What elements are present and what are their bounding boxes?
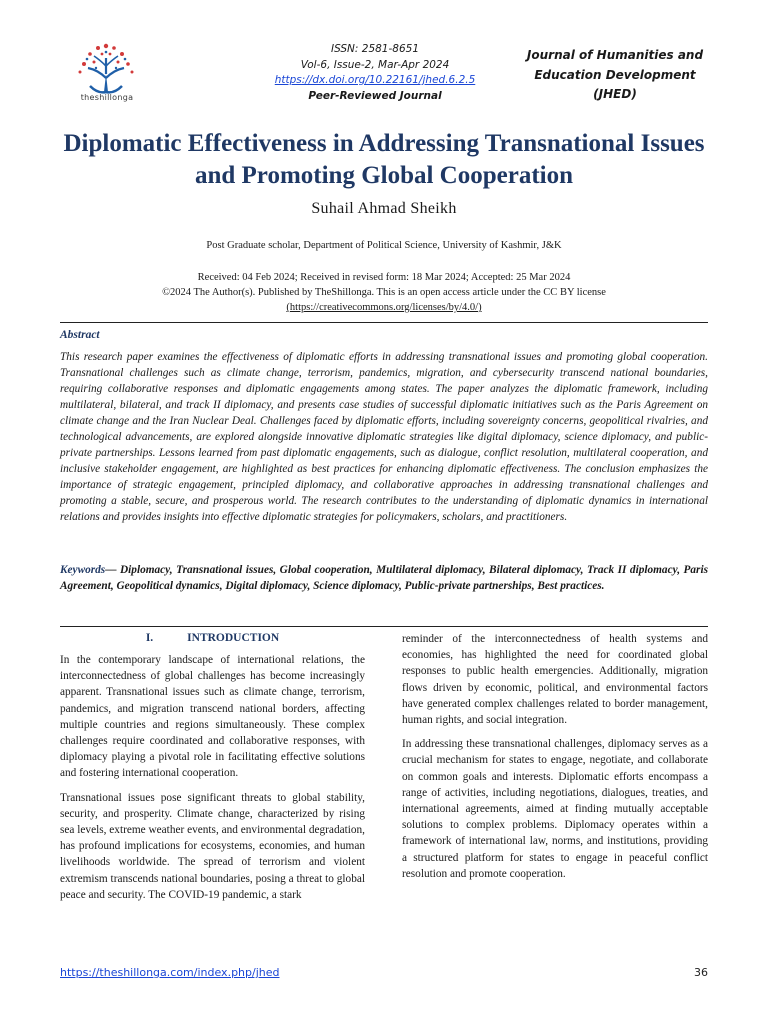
keywords-label: Keywords bbox=[60, 564, 106, 576]
volume-text: Vol-6, Issue-2, Mar-Apr 2024 bbox=[300, 58, 450, 71]
article-dates bbox=[60, 270, 708, 315]
keywords bbox=[60, 562, 708, 594]
paragraph: In addressing these transnational challenges, diplomacy serves as a crucial mechanism for states to engage, negotiate, and collaborate on common goals and interests. Diplomatic efforts encompass a range of activities, including negotiations, dialogues, treaties, and international agreements, aimed at finding mutually acceptable solutions to complex problems. Diplomacy operates within a framework of international law, norms, and institutions, providing a structured platform for states to engage in peaceful conflict resolution and promote cooperation. bbox=[402, 738, 708, 880]
page-number: 36 bbox=[694, 966, 708, 979]
section-heading-introduction bbox=[60, 632, 365, 644]
journal-name-line1: Journal of Humanities and bbox=[526, 48, 704, 62]
logo-wordmark: theshillonga bbox=[80, 93, 134, 102]
paragraph: Transnational issues pose significant threats to global stability, security, and prosperity. Climate change, characterized by rising sea levels, extreme weather events, and environmental degradation, has profound implications for ecosystems, economies, and human livelihoods worldwide. The spread of terrorism and violent extremism transcends national boundaries, posing a threat to global peace and security. The COVID-19 pandemic, a stark bbox=[60, 791, 365, 901]
journal-name-line2: Education Development bbox=[534, 67, 696, 82]
body-column-left bbox=[60, 652, 365, 911]
author-affiliation: Post Graduate scholar, Department of Political Science, University of Kashmir, J&K bbox=[206, 240, 562, 251]
divider-bottom bbox=[60, 626, 708, 627]
section-number: I. bbox=[145, 632, 154, 644]
author-name: Suhail Ahmad Sheikh bbox=[311, 200, 457, 217]
doi-link[interactable]: https://dx.doi.org/10.22161/jhed.6.2.5 bbox=[274, 74, 476, 86]
paragraph: In the contemporary landscape of international relations, the interconnectedness of global challenges has become increasingly apparent. Transnational issues such as climate change, terrorism, pandemics, and migration transcend national borders, affecting multiple countries and regions simultaneously. These complex challenges require coordinated and collaborative responses, with diplomacy playing a pivotal role in facilitating effective solutions and fostering international cooperation. bbox=[60, 654, 365, 780]
peer-review-label: Peer-Reviewed Journal bbox=[308, 89, 442, 102]
journal-name bbox=[520, 46, 710, 105]
abstract-text: This research paper examines the effectiveness of diplomatic efforts in addressing transnational issues and promoting global cooperation. Transnational challenges such as climate change, terrorism, pandemics, migration, and cybersecurity transcend national boundaries, requiring collaborative responses and diplomatic engagements among states. The paper analyzes the diplomatic framework, including multilateral, bilateral, and track II diplomacy, and presents case studies of successful diplomatic initiatives such as the Paris Agreement on climate change and the Iran Nuclear Deal. Challenges faced by diplomatic efforts, including sovereignty concerns, geopolitical rivalries, and technological advancements, are explored alongside innovative diplomatic strategies like digital diplomacy, science diplomacy, and public-private partnerships. Lessons learned from past diplomatic engagements, such as dialogue, conflict resolution, multilateral cooperation, and inclusive stakeholder engagement, are highlighted as best practices for enhancing diplomatic effectiveness. The conclusion emphasizes the importance of strategic engagement, principled diplomacy, and collaborative approaches in addressing transnational challenges and promoting a stable, secure, and prosperous world. The research contributes to the understanding of diplomatic dynamics in international relations and provides insights into effective diplomatic strategies for policymakers, scholars, and practitioners. bbox=[60, 351, 708, 523]
article-title: Diplomatic Effectiveness in Addressing Transnational Issues and Promoting Global Cooperation bbox=[63, 130, 705, 189]
abstract-heading: Abstract bbox=[60, 329, 100, 341]
journal-name-line3: (JHED) bbox=[593, 87, 637, 101]
issn-text: ISSN: 2581-8651 bbox=[330, 43, 419, 55]
license-text: ©2024 The Author(s). Published by TheShillonga. This is an open access article under the CC BY license bbox=[162, 287, 606, 298]
issue-info bbox=[240, 42, 510, 104]
keywords-text: — Diplomacy, Transnational issues, Global cooperation, Multilateral diplomacy, Bilateral diplomacy, Track II diplomacy, Paris Agreement, Geopolitical dynamics, Digital diplomacy, Science diplomacy, Public-private partnerships, Best practices. bbox=[60, 564, 708, 592]
journal-url-link[interactable]: https://theshillonga.com/index.php/jhed bbox=[60, 966, 280, 979]
body-column-right bbox=[402, 631, 708, 890]
paragraph: reminder of the interconnectedness of health systems and economies, has highlighted the need for coordinated global responses to public health emergencies. Additionally, migration flows driven by economic, political, and environmental factors have generated complex challenges related to border management, human rights, and social integration. bbox=[402, 633, 708, 727]
received-dates: Received: 04 Feb 2024; Received in revised form: 18 Mar 2024; Accepted: 25 Mar 2024 bbox=[197, 272, 571, 283]
license-link[interactable]: (https://creativecommons.org/licenses/by/4.0/) bbox=[286, 302, 482, 313]
divider-top bbox=[60, 322, 708, 323]
section-title: INTRODUCTION bbox=[187, 632, 280, 644]
